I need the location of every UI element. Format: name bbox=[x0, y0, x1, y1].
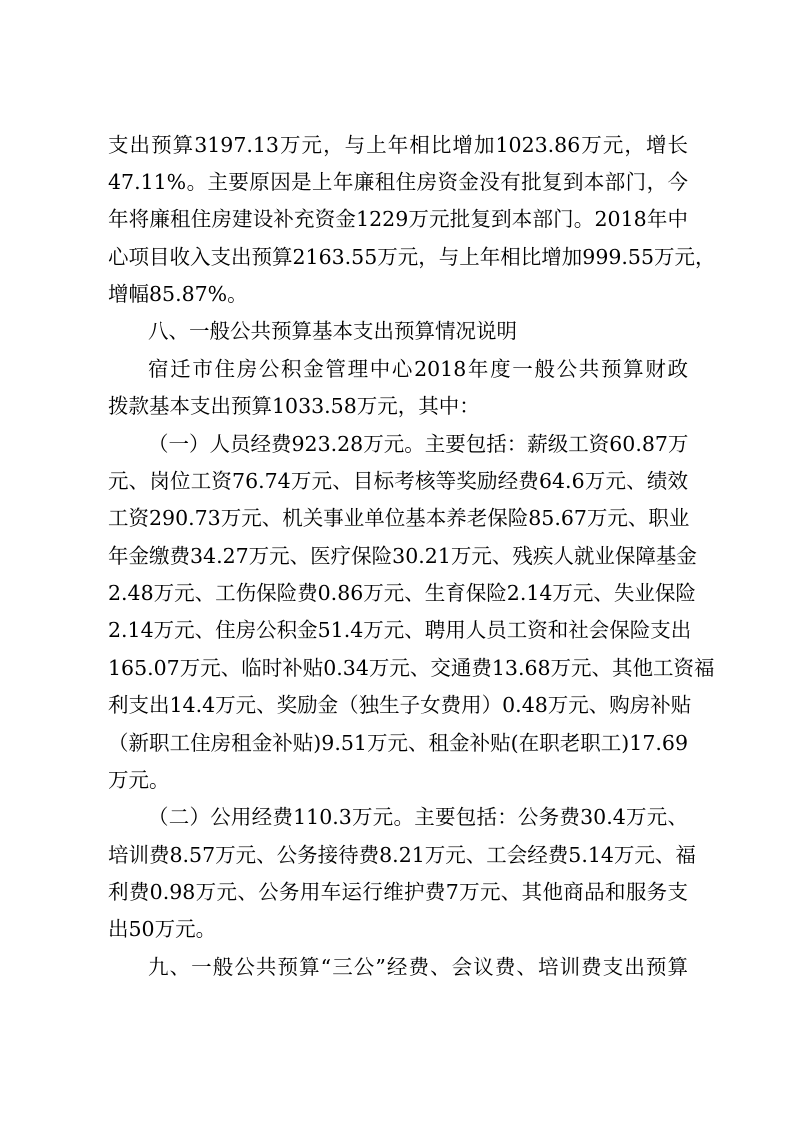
paragraph-line: 增幅85.87%。 bbox=[108, 282, 248, 306]
paragraph-line: 47.11%。主要原因是上年廉租住房资金没有批复到本部门，今 bbox=[108, 170, 688, 194]
paragraph-line: 年将廉租住房建设补充资金1229万元批复到本部门。2018年中 bbox=[108, 207, 688, 231]
paragraph-line: 出50万元。 bbox=[108, 917, 217, 941]
paragraph-line: 培训费8.57万元、公务接待费8.21万元、工会经费5.14万元、福 bbox=[108, 843, 696, 867]
paragraph-line: （二）公用经费110.3万元。主要包括：公务费30.4万元、 bbox=[148, 805, 688, 829]
paragraph-line: （新职工住房租金补贴)9.51万元、租金补贴(在职老职工)17.69 bbox=[108, 731, 688, 755]
paragraph-line: 2.14万元、住房公积金51.4万元、聘用人员工资和社会保险支出 bbox=[108, 618, 692, 642]
paragraph-line: 元、岗位工资76.74万元、目标考核等奖励经费64.6万元、绩效 bbox=[108, 469, 688, 493]
paragraph-line: 拨款基本支出预算1033.58万元，其中： bbox=[108, 394, 480, 418]
paragraph-line: 2.48万元、工伤保险费0.86万元、生育保险2.14万元、失业保险 bbox=[108, 581, 696, 605]
paragraph-line: 年金缴费34.27万元、医疗保险30.21万元、残疾人就业保障基金 bbox=[108, 544, 697, 568]
section-heading: 九、一般公共预算“三公”经费、会议费、培训费支出预算 bbox=[148, 955, 688, 979]
paragraph-line: 支出预算3197.13万元，与上年相比增加1023.86万元，增长 bbox=[108, 133, 688, 157]
paragraph-line: 工资290.73万元、机关事业单位基本养老保险85.67万元、职业 bbox=[108, 506, 690, 530]
paragraph-line: 万元。 bbox=[108, 768, 170, 792]
paragraph-line: 心项目收入支出预算2163.55万元，与上年相比增加999.55万元， bbox=[108, 245, 716, 269]
paragraph-line: 宿迁市住房公积金管理中心2018年度一般公共预算财政 bbox=[148, 357, 688, 381]
paragraph-line: （一）人员经费923.28万元。主要包括：薪级工资60.87万 bbox=[148, 432, 689, 456]
paragraph-line: 利支出14.4万元、奖励金（独生子女费用）0.48万元、购房补贴 bbox=[108, 693, 692, 717]
paragraph-line: 利费0.98万元、公务用车运行维护费7万元、其他商品和服务支 bbox=[108, 880, 688, 904]
section-heading: 八、一般公共预算基本支出预算情况说明 bbox=[148, 319, 517, 343]
paragraph-line: 165.07万元、临时补贴0.34万元、交通费13.68万元、其他工资福 bbox=[108, 656, 715, 680]
